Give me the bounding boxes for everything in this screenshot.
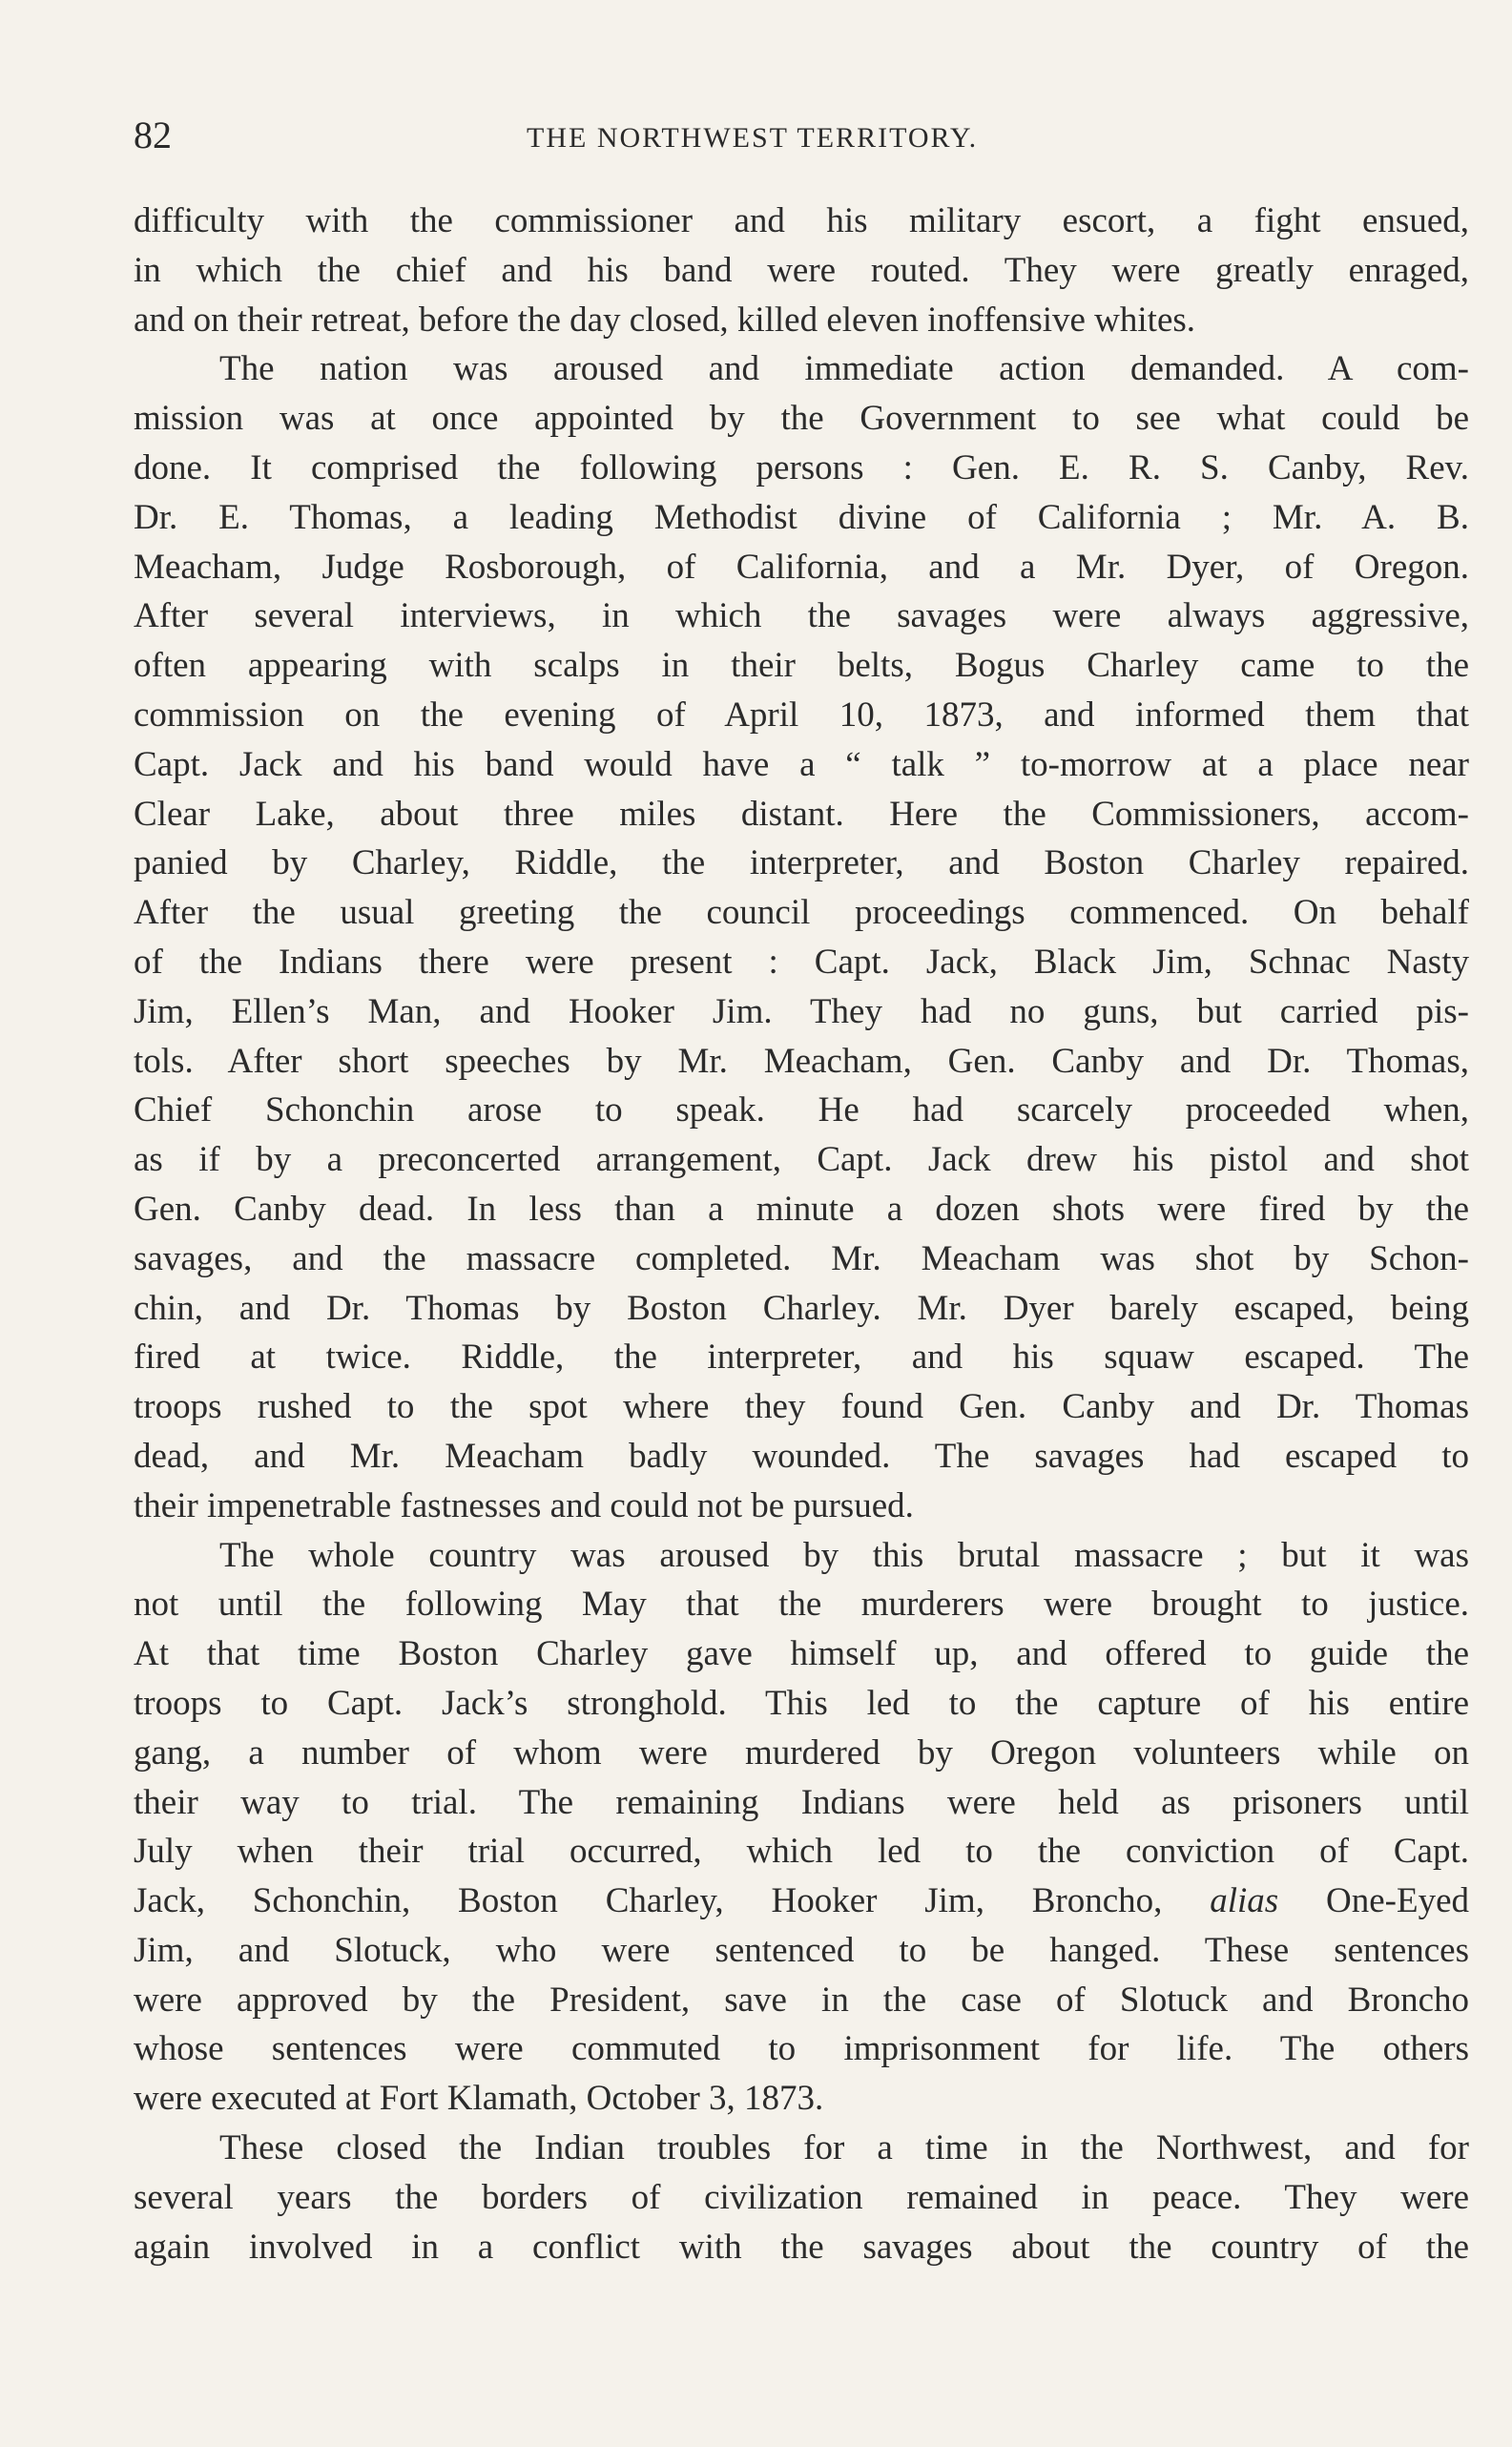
- text-line: Jim, Ellen’s Man, and Hooker Jim. They had no guns, but carried pis-: [134, 991, 1469, 1031]
- text-line: After the usual greeting the council proceedings commenced. On behalf: [134, 893, 1469, 933]
- text-line: Clear Lake, about three miles distant. Here the Commissioners, accom-: [134, 794, 1469, 834]
- text-line: Capt. Jack and his band would have a “ talk ” to-morrow at a place near: [134, 744, 1469, 784]
- text-line: mission was at once appointed by the Government to see what could be: [134, 399, 1469, 439]
- text-line: often appearing with scalps in their belts, Bogus Charley came to the: [134, 646, 1469, 686]
- text-line: not until the following May that the murderers were brought to justice.: [134, 1585, 1469, 1625]
- text-line: The whole country was aroused by this brutal massacre ; but it was: [219, 1535, 1469, 1575]
- text-line: troops rushed to the spot where they found Gen. Canby and Dr. Thomas: [134, 1387, 1469, 1427]
- text-line: were executed at Fort Klamath, October 3, 1873.: [134, 2079, 824, 2119]
- text-line-with-italic: [134, 1877, 1469, 1926]
- text-line: their way to trial. The remaining Indians were held as prisoners until: [134, 1782, 1469, 1822]
- body-text: [134, 197, 1469, 2271]
- text-line: panied by Charley, Riddle, the interpreter, and Boston Charley repaired.: [134, 843, 1469, 883]
- text-line: dead, and Mr. Meacham badly wounded. The savages had escaped to: [134, 1436, 1469, 1476]
- page-header: [134, 113, 1469, 170]
- text-line: of the Indians there were present : Capt. Jack, Black Jim, Schnac Nasty: [134, 942, 1469, 982]
- text-line: gang, a number of whom were murdered by Oregon volunteers while on: [134, 1732, 1469, 1773]
- text-line: were approved by the President, save in the case of Slotuck and Broncho: [134, 1980, 1469, 2020]
- text-line: Dr. E. Thomas, a leading Methodist divine of California ; Mr. A. B.: [134, 497, 1469, 537]
- text-line: tols. After short speeches by Mr. Meacham, Gen. Canby and Dr. Thomas,: [134, 1041, 1469, 1081]
- text-line: and on their retreat, before the day closed, killed eleven inoffensive whites.: [134, 300, 1196, 340]
- text-line: their impenetrable fastnesses and could not be pursued.: [134, 1485, 914, 1525]
- text-line: Gen. Canby dead. In less than a minute a dozen shots were fired by the: [134, 1189, 1469, 1229]
- text-line: savages, and the massacre completed. Mr. Meacham was shot by Schon-: [134, 1238, 1469, 1278]
- text-line: The nation was aroused and immediate action demanded. A com-: [219, 349, 1469, 389]
- text-line: as if by a preconcerted arrangement, Capt. Jack drew his pistol and shot: [134, 1140, 1469, 1180]
- text-line: again involved in a conflict with the savages about the country of the: [134, 2227, 1469, 2267]
- text-line: done. It comprised the following persons : Gen. E. R. S. Canby, Rev.: [134, 447, 1469, 487]
- text-line: After several interviews, in which the savages were always aggressive,: [134, 596, 1469, 636]
- text-line: troops to Capt. Jack’s stronghold. This led to the capture of his entire: [134, 1683, 1469, 1723]
- text-segment: One-Eyed: [1278, 1881, 1469, 1921]
- text-line: commission on the evening of April 10, 1873, and informed them that: [134, 695, 1469, 735]
- italic-word: alias: [1210, 1881, 1279, 1921]
- text-line: in which the chief and his band were routed. They were greatly enraged,: [134, 250, 1469, 290]
- text-line: Chief Schonchin arose to speak. He had scarcely proceeded when,: [134, 1090, 1469, 1130]
- text-line: difficulty with the commissioner and his military escort, a fight ensued,: [134, 201, 1469, 240]
- text-line: Meacham, Judge Rosborough, of California, and a Mr. Dyer, of Oregon.: [134, 547, 1469, 587]
- text-line: These closed the Indian troubles for a time in the Northwest, and for: [219, 2128, 1469, 2168]
- text-line: whose sentences were commuted to imprisonment for life. The others: [134, 2029, 1469, 2069]
- text-line: At that time Boston Charley gave himself up, and offered to guide the: [134, 1634, 1469, 1674]
- page-number: 82: [134, 114, 172, 156]
- running-title: THE NORTHWEST TERRITORY.: [527, 122, 979, 154]
- text-line: Jim, and Slotuck, who were sentenced to be hanged. These sentences: [134, 1930, 1469, 1970]
- text-segment: Jack, Schonchin, Boston Charley, Hooker Jim, Broncho,: [134, 1881, 1211, 1921]
- text-line: chin, and Dr. Thomas by Boston Charley. Mr. Dyer barely escaped, being: [134, 1288, 1469, 1328]
- text-line: several years the borders of civilization remained in peace. They were: [134, 2177, 1469, 2217]
- text-line: fired at twice. Riddle, the interpreter, and his squaw escaped. The: [134, 1338, 1469, 1378]
- text-line: July when their trial occurred, which led to the conviction of Capt.: [134, 1832, 1469, 1872]
